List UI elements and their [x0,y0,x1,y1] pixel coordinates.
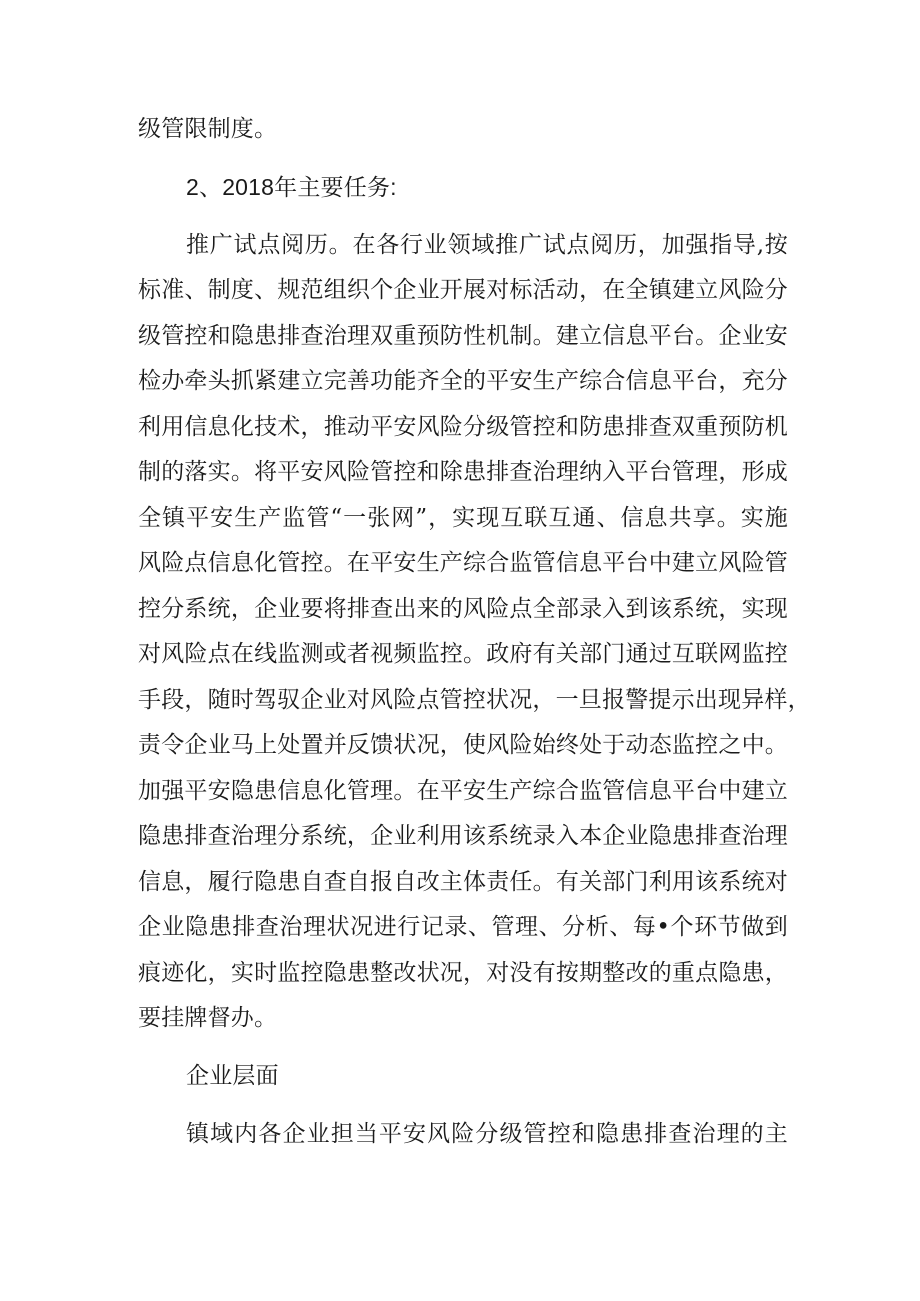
text-line: 对风险点在线监测或者视频监控。政府有关部门通过互联网监控 [138,641,788,667]
text-line: 痕迹化，实时监控隐患整改状况，对没有按期整改的重点隐患， [138,960,788,986]
text-line: 隐患排查治理分系统，企业利用该系统录入本企业隐患排查治理 [138,823,788,849]
text-line: 加强平安隐患信息化管理。在平安生产综合监管信息平台中建立 [138,778,788,804]
text-line: 企业隐患排查治理状况进行记录、管理、分析、每•个环节做到 [138,914,788,940]
text-line: 风险点信息化管控。在平安生产综合监管信息平台中建立风险管 [138,550,788,576]
paragraph-first-line: 推广试点阅历。在各行业领域推广试点阅历，加强指导,按 [186,232,788,258]
section-heading: 2、2018年主要任务: [186,174,397,200]
text-line: 级管控和隐患排查治理双重预防性机制。建立信息平台。企业安 [138,323,788,349]
paragraph-last-line: 要挂牌督办。 [138,1005,278,1031]
text-line: 级管限制度。 [138,116,278,142]
text-line: 全镇平安生产监管“一张网”，实现互联互通、信息共享。实施 [138,505,788,531]
paragraph-first-line: 镇域内各企业担当平安风险分级管控和隐患排查治理的主 [186,1121,788,1147]
text-line: 信息，履行隐患自查自报自改主体责任。有关部门利用该系统对 [138,869,788,895]
section-heading: 企业层面 [186,1063,279,1089]
text-line: 制的落实。将平安风险管控和除患排查治理纳入平台管理，形成 [138,459,788,485]
text-line: 控分系统，企业要将排查出来的风险点全部录入到该系统，实现 [138,596,788,622]
text-line: 利用信息化技术，推动平安风险分级管控和防患排查双重预防机 [138,414,788,440]
text-line: 责令企业马上处置并反馈状况，使风险始终处于动态监控之中。 [138,732,788,758]
text-line: 检办牵头抓紧建立完善功能齐全的平安生产综合信息平台，充分 [138,368,788,394]
text-line: 标准、制度、规范组织个企业开展对标活动，在全镇建立风险分 [138,277,788,303]
text-line: 手段，随时驾驭企业对风险点管控状况，一旦报警提示出现异样， [138,687,811,713]
